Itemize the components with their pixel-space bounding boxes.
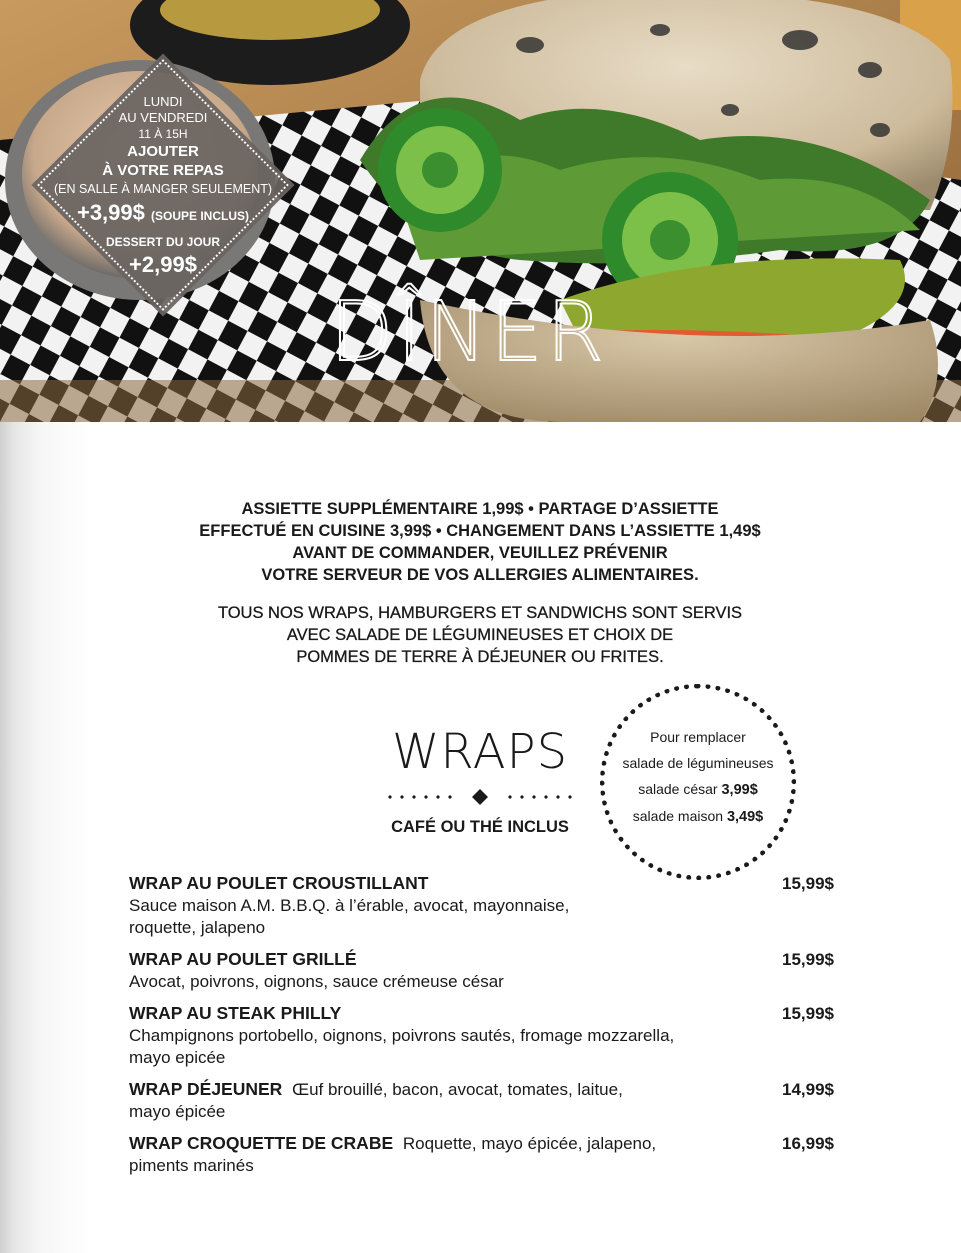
item-name: WRAP AU POULET GRILLÉ [129,949,357,969]
note-line: AVANT DE COMMANDER, VEUILLEZ PRÉVENIR [292,544,668,562]
promo-dine-in: (EN SALLE À MANGER SEULEMENT) [53,182,273,196]
promo-days-2: AU VENDREDI [118,110,208,125]
note-line: EFFECTUÉ EN CUISINE 3,99$ • CHANGEMENT DANS L’ASSIETTE 1,49$ [199,522,761,540]
menu-item [129,948,834,993]
item-description: Avocat, poivrons, oignons, sauce crémeuse césar [129,972,504,991]
promo-add: AJOUTER [127,143,199,160]
item-description: Roquette, mayo épicée, jalapeno, [402,1134,657,1153]
item-description: Champignons portobello, oignons, poivrons sautés, fromage mozzarella, [129,1026,675,1045]
menu-item [129,1078,834,1123]
wraps-list [129,872,834,1186]
promo-dessert-price: +2,99$ [129,252,197,277]
maison-label: salade maison [632,808,724,824]
maison-price: 3,49$ [726,809,764,825]
item-description: Œuf brouillé, bacon, avocat, tomates, laitue, [292,1080,623,1099]
item-price: 15,99$ [782,874,834,893]
menu-item [129,1132,834,1177]
menu-item [129,872,834,939]
item-name: WRAP AU POULET CROUSTILLANT [129,873,429,893]
note-line: POMMES DE TERRE À DÉJEUNER OU FRITES. [296,648,664,666]
page-title: DÎNER [330,285,608,380]
note-line: AVEC SALADE DE LÉGUMINEUSES ET CHOIX DE [286,626,674,644]
section-title: WRAPS [391,724,569,780]
note-line: TOUS NOS WRAPS, HAMBURGERS ET SANDWICHS SONT SERVIS [217,604,743,622]
sides-notes [120,602,840,668]
cesar-price: 3,99$ [721,782,758,798]
promo-days: LUNDI [143,94,183,109]
item-name-line [129,1078,834,1101]
item-description: roquette, jalapeno [129,918,266,937]
promo-soup-price [38,198,288,231]
item-name: WRAP CROQUETTE DE CRABE [129,1133,394,1153]
item-price: 15,99$ [782,950,834,969]
item-price: 15,99$ [782,1004,834,1023]
cesar-label: salade césar [638,781,718,797]
item-name-line [129,1132,834,1155]
promo-price-1-note: (SOUPE INCLUS) [151,209,250,223]
lunch-promo-badge [38,60,288,310]
note-line: ASSIETTE SUPPLÉMENTAIRE 1,99$ • PARTAGE D’ASSIETTE [241,500,719,518]
replace-maison [600,803,796,830]
section-subtitle: CAFÉ OU THÉ INCLUS [391,818,569,836]
item-name: WRAP DÉJEUNER [129,1079,283,1099]
replace-line-1: Pour remplacer [650,729,746,745]
plate-notes [120,498,840,586]
item-description: Sauce maison A.M. B.B.Q. à l’érable, avocat, mayonnaise, [129,896,570,915]
item-description: mayo epicée [129,1048,226,1067]
promo-to-meal: À VOTRE REPAS [102,162,224,179]
promo-hours: 11 À 15H [138,127,188,141]
hero-photo [0,0,961,422]
dots-diamond-ornament [380,787,580,807]
replace-cesar [600,776,796,803]
item-name: WRAP AU STEAK PHILLY [129,1003,342,1023]
salad-replace-text [600,724,796,830]
menu-item [129,1002,834,1069]
item-description: piments marinés [129,1156,254,1175]
item-price: 14,99$ [782,1080,834,1099]
note-line: VOTRE SERVEUR DE VOS ALLERGIES ALIMENTAIRES. [261,566,699,584]
item-price: 16,99$ [782,1134,834,1153]
replace-line-2: salade de légumineuses [622,755,774,771]
promo-text [38,94,288,277]
promo-price-1: +3,99$ [76,200,145,225]
promo-dessert: DESSERT DU JOUR [105,235,221,249]
item-description: mayo épicée [129,1102,226,1121]
